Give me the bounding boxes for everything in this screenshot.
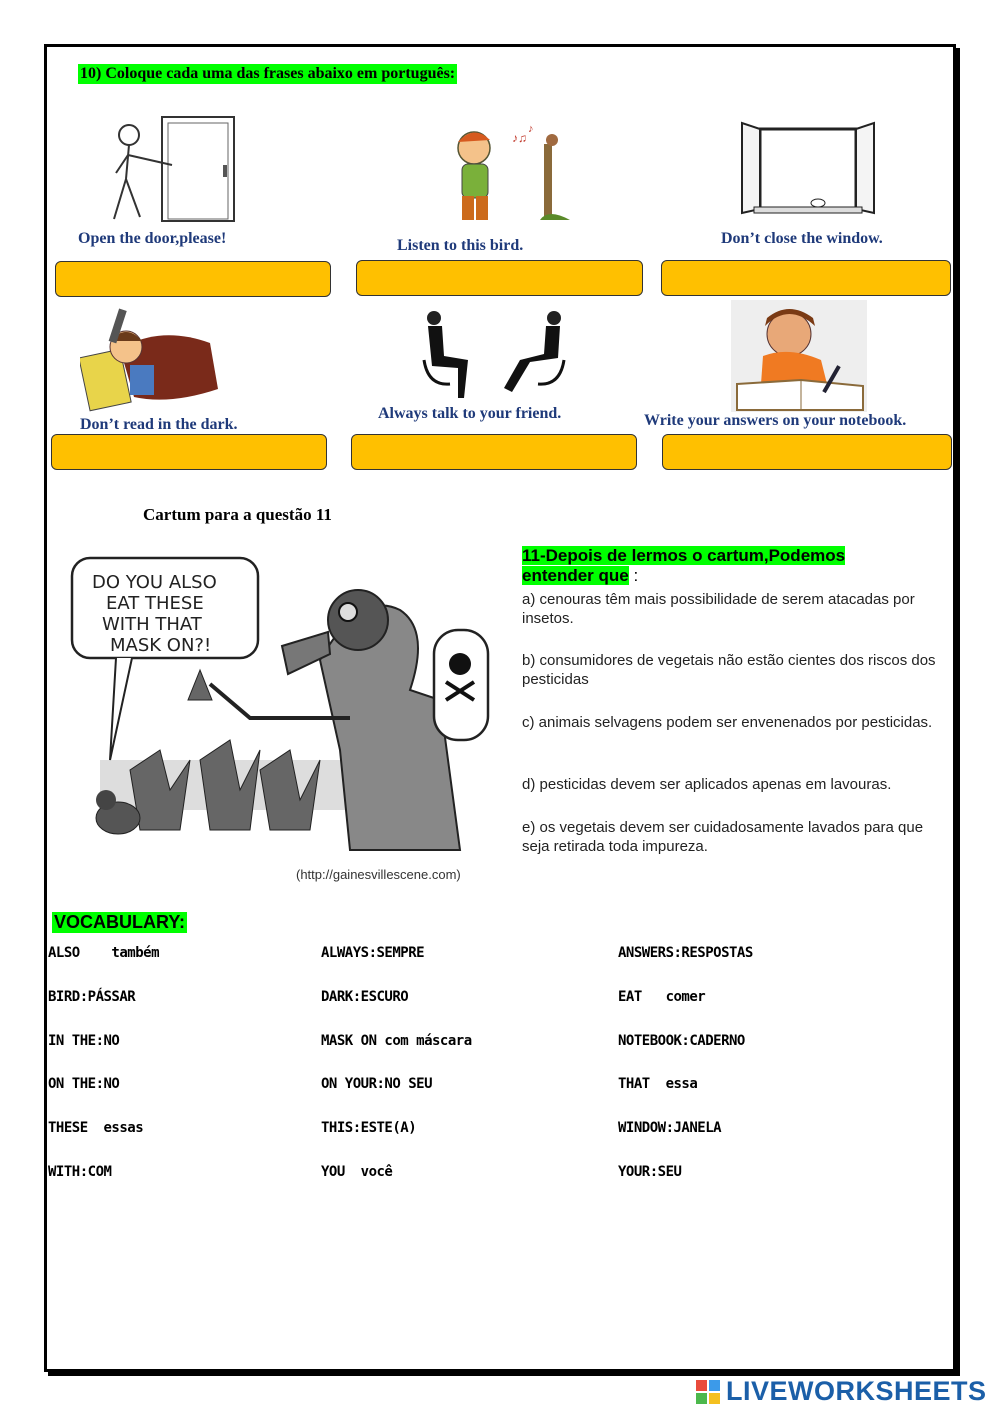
vocab-item: ON THE:NO <box>48 1076 120 1092</box>
answer-box-6[interactable] <box>662 434 952 470</box>
cartoon-label: Cartum para a questão 11 <box>143 505 332 524</box>
speech-line-3: WITH THAT <box>102 614 202 635</box>
boy-writing-notebook-icon <box>731 300 867 412</box>
vocab-item: THIS:ESTE(A) <box>321 1120 417 1136</box>
phrase-listen-bird: Listen to this bird. <box>397 237 524 254</box>
stick-figure-door-icon <box>104 113 236 223</box>
vocab-item: EAT comer <box>618 989 706 1005</box>
phrase-read-dark: Don’t read in the dark. <box>80 416 238 433</box>
speech-line-1: DO YOU ALSO <box>92 572 217 593</box>
vocab-item: YOUR:SEU <box>618 1164 682 1180</box>
option-e[interactable]: e) os vegetais devem ser cuidadosamente lavados para que seja retirada toda impureza. <box>522 819 924 855</box>
phrase-close-window: Don’t close the window. <box>721 230 883 247</box>
vocab-item: WINDOW:JANELA <box>618 1120 722 1136</box>
option-d[interactable]: d) pesticidas devem ser aplicados apenas em lavouras. <box>522 776 892 793</box>
phrase-talk-friend: Always talk to your friend. <box>378 405 562 422</box>
answer-box-1[interactable] <box>55 261 331 297</box>
vocab-item: YOU você <box>321 1164 393 1180</box>
brand-name: LIVEWORKSHEETS <box>726 1376 987 1406</box>
vocab-item: MASK ON com máscara <box>321 1033 472 1049</box>
svg-text:♪: ♪ <box>528 123 534 135</box>
phrase-write-answers: Write your answers on your notebook. <box>644 412 907 429</box>
vocab-item: THESE essas <box>48 1120 144 1136</box>
option-b[interactable]: b) consumidores de vegetais não estão cientes dos riscos dos pesticidas <box>522 652 936 688</box>
answer-box-5[interactable] <box>351 434 637 470</box>
speech-line-2: EAT THESE <box>106 593 204 614</box>
phrase-open-door: Open the door,please! <box>78 230 227 247</box>
boy-listening-bird-icon <box>444 118 576 228</box>
pesticide-cartoon <box>60 550 506 860</box>
two-men-talking-icon <box>414 308 568 404</box>
vocab-item: BIRD:PÁSSAR <box>48 989 136 1005</box>
vocab-item: ALSO também <box>48 945 160 961</box>
question-11-title: 11-Depois de lermos o cartum,Podemos entender que : <box>522 546 846 585</box>
vocab-item: ON YOUR:NO SEU <box>321 1076 433 1092</box>
open-window-icon <box>738 121 878 215</box>
question-10-title: 10) Coloque cada uma das frases abaixo em português: <box>80 65 456 82</box>
vocabulary-title: VOCABULARY: <box>54 912 185 932</box>
answer-box-2[interactable] <box>356 260 643 296</box>
vocab-item: ALWAYS:SEMPRE <box>321 945 425 961</box>
vocab-item: ANSWERS:RESPOSTAS <box>618 945 753 961</box>
liveworksheets-logo-icon <box>696 1380 720 1404</box>
cartoon-source: (http://gainesvillescene.com) <box>296 867 461 882</box>
vocab-item: NOTEBOOK:CADERNO <box>618 1033 745 1049</box>
answer-box-3[interactable] <box>661 260 951 296</box>
option-c[interactable]: c) animais selvagens podem ser envenenados por pesticidas. <box>522 714 933 731</box>
svg-text:♪♫: ♪♫ <box>512 131 527 145</box>
speech-line-4: MASK ON?! <box>110 635 212 656</box>
vocab-item: WITH:COM <box>48 1164 112 1180</box>
vocab-item: DARK:ESCURO <box>321 989 409 1005</box>
option-a[interactable]: a) cenouras têm mais possibilidade de serem atacadas por insetos. <box>522 591 915 627</box>
answer-box-4[interactable] <box>51 434 327 470</box>
vocab-item: THAT essa <box>618 1076 698 1092</box>
vocab-item: IN THE:NO <box>48 1033 120 1049</box>
child-reading-dark-icon <box>80 305 224 413</box>
brand-footer[interactable] <box>696 1376 987 1407</box>
